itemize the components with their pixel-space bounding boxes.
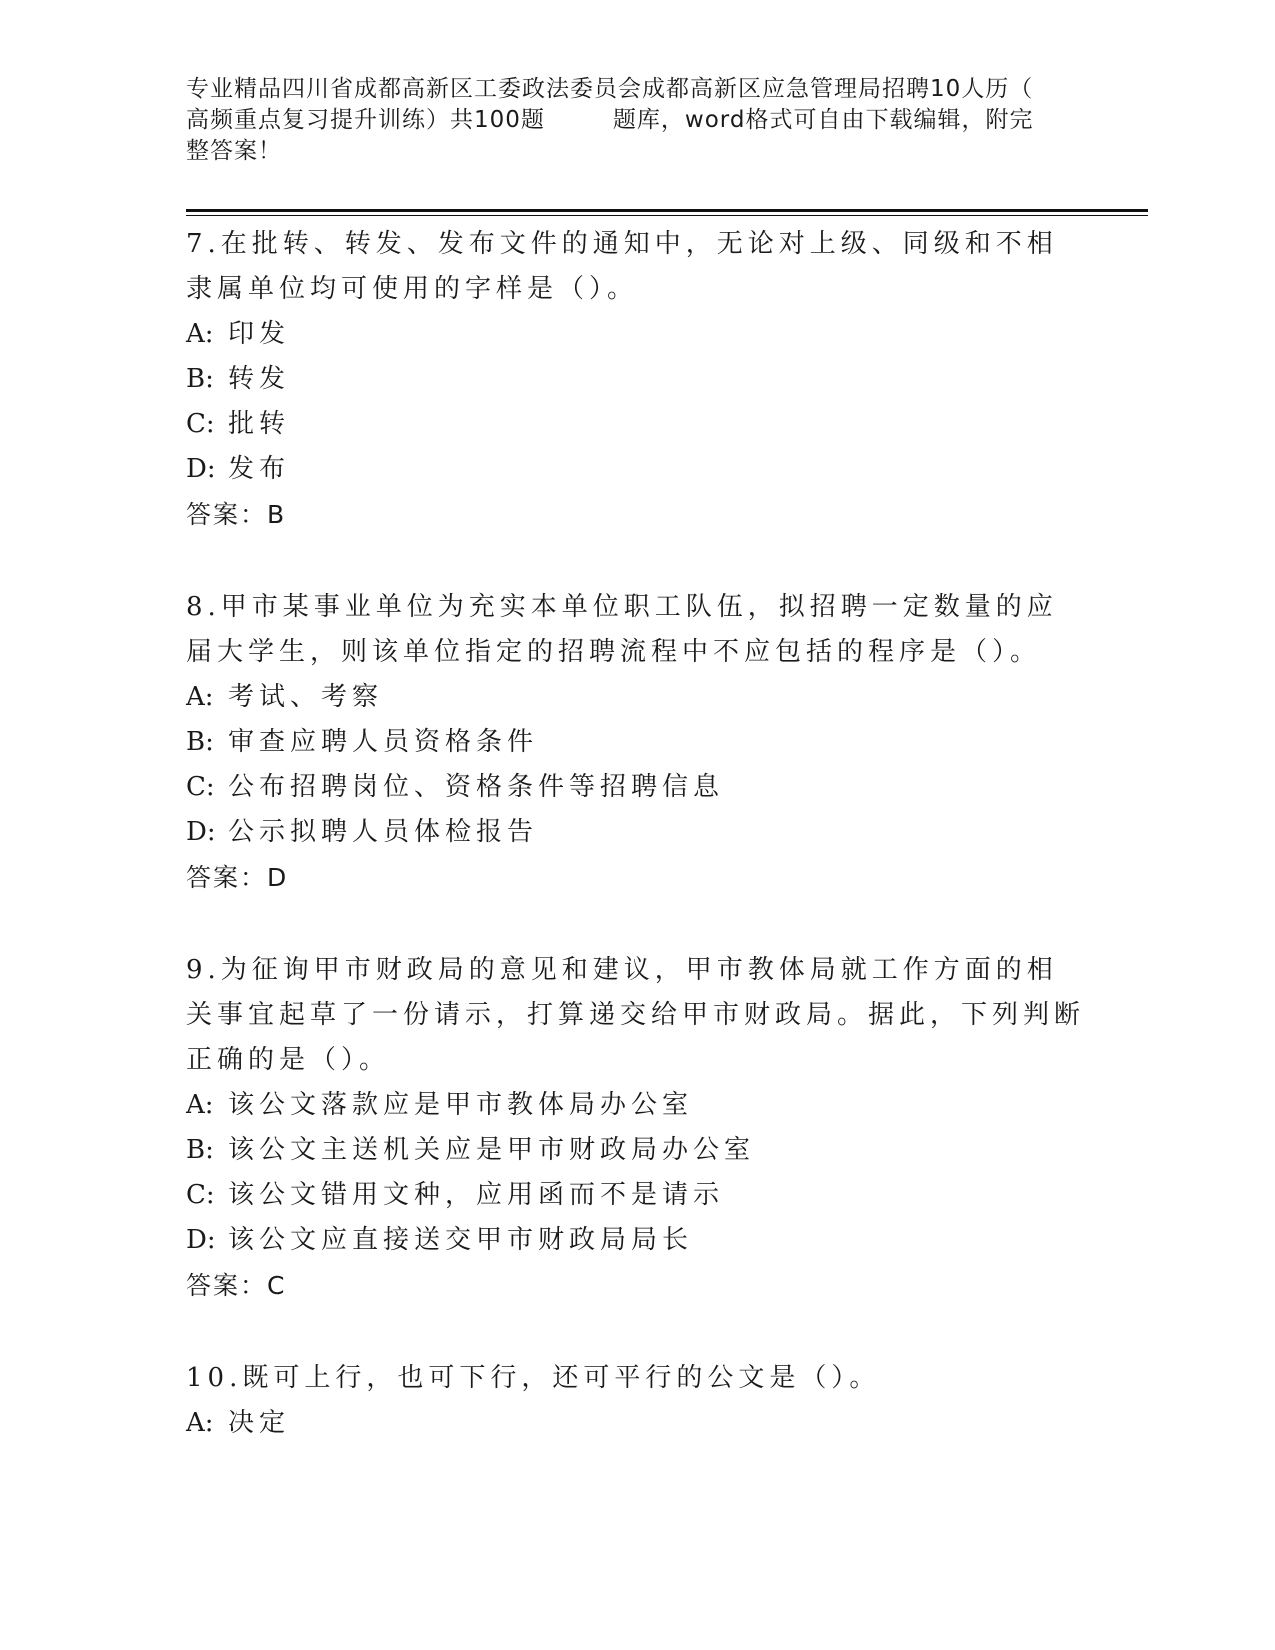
option-text: 印发: [228, 319, 291, 349]
option-a: [186, 1401, 1086, 1446]
option-b: [186, 357, 1086, 402]
option-label: A:: [186, 1090, 214, 1120]
option-label: C:: [186, 409, 215, 439]
header-line-2-part-2: 题库，word格式可自由下载编辑，附完: [612, 107, 1034, 133]
option-label: B:: [186, 364, 214, 394]
question-list: [186, 222, 1086, 1494]
option-label: C:: [186, 1180, 215, 1210]
option-d: [186, 447, 1086, 492]
question-7: [186, 222, 1086, 537]
option-label: D:: [186, 454, 216, 484]
option-label: B:: [186, 1135, 214, 1165]
question-stem: 7.在批转、转发、发布文件的通知中，无论对上级、同级和不相隶属单位均可使用的字样是（）。: [186, 229, 1058, 304]
answer: 答案：D: [186, 863, 289, 892]
option-b: [186, 720, 1086, 765]
option-text: 公示拟聘人员体检报告: [228, 817, 539, 847]
header-line-1: 专业精品四川省成都高新区工委政法委员会成都高新区应急管理局招聘10人历（: [186, 76, 1034, 102]
option-text: 审查应聘人员资格条件: [228, 727, 539, 757]
option-text: 决定: [228, 1408, 291, 1438]
header-divider-thick: [186, 209, 1148, 212]
option-label: A:: [186, 319, 214, 349]
option-label: D:: [186, 1225, 216, 1255]
question-stem: 10.既可上行，也可下行，还可平行的公文是（）。: [186, 1363, 881, 1393]
option-text: 公布招聘岗位、资格条件等招聘信息: [228, 772, 725, 802]
option-label: C:: [186, 772, 215, 802]
option-text: 该公文应直接送交甲市财政局局长: [228, 1225, 694, 1255]
question-8: [186, 585, 1086, 900]
answer: 答案：B: [186, 500, 287, 529]
option-d: [186, 810, 1086, 855]
option-text: 该公文错用文种，应用函而不是请示: [228, 1180, 725, 1210]
header-line-2-part-1: 高频重点复习提升训练）共100题: [186, 107, 545, 133]
option-text: 批转: [228, 409, 291, 439]
header-divider-thin: [186, 215, 1148, 216]
document-header: [186, 74, 1066, 167]
question-stem: 9.为征询甲市财政局的意见和建议，甲市教体局就工作方面的相关事宜起草了一份请示，打算递交给甲市财政局。据此，下列判断正确的是（）。: [186, 955, 1086, 1075]
option-text: 该公文主送机关应是甲市财政局办公室: [228, 1135, 756, 1165]
option-text: 发布: [228, 454, 291, 484]
question-9: [186, 948, 1086, 1308]
option-a: [186, 675, 1086, 720]
option-label: D:: [186, 817, 216, 847]
option-text: 考试、考察: [228, 682, 384, 712]
option-text: 转发: [228, 364, 291, 394]
answer: 答案：C: [186, 1271, 287, 1300]
option-label: A:: [186, 682, 214, 712]
option-d: [186, 1218, 1086, 1263]
option-a: [186, 312, 1086, 357]
header-line-2: [186, 105, 1066, 136]
question-10: [186, 1356, 1086, 1446]
option-c: [186, 765, 1086, 810]
option-a: [186, 1083, 1086, 1128]
option-c: [186, 1173, 1086, 1218]
question-stem: 8.甲市某事业单位为充实本单位职工队伍，拟招聘一定数量的应届大学生，则该单位指定的招聘流程中不应包括的程序是（）。: [186, 592, 1058, 667]
option-label: B:: [186, 727, 214, 757]
option-c: [186, 402, 1086, 447]
option-label: A:: [186, 1408, 214, 1438]
option-text: 该公文落款应是甲市教体局办公室: [228, 1090, 694, 1120]
header-line-3: 整答案！: [186, 138, 282, 164]
option-b: [186, 1128, 1086, 1173]
